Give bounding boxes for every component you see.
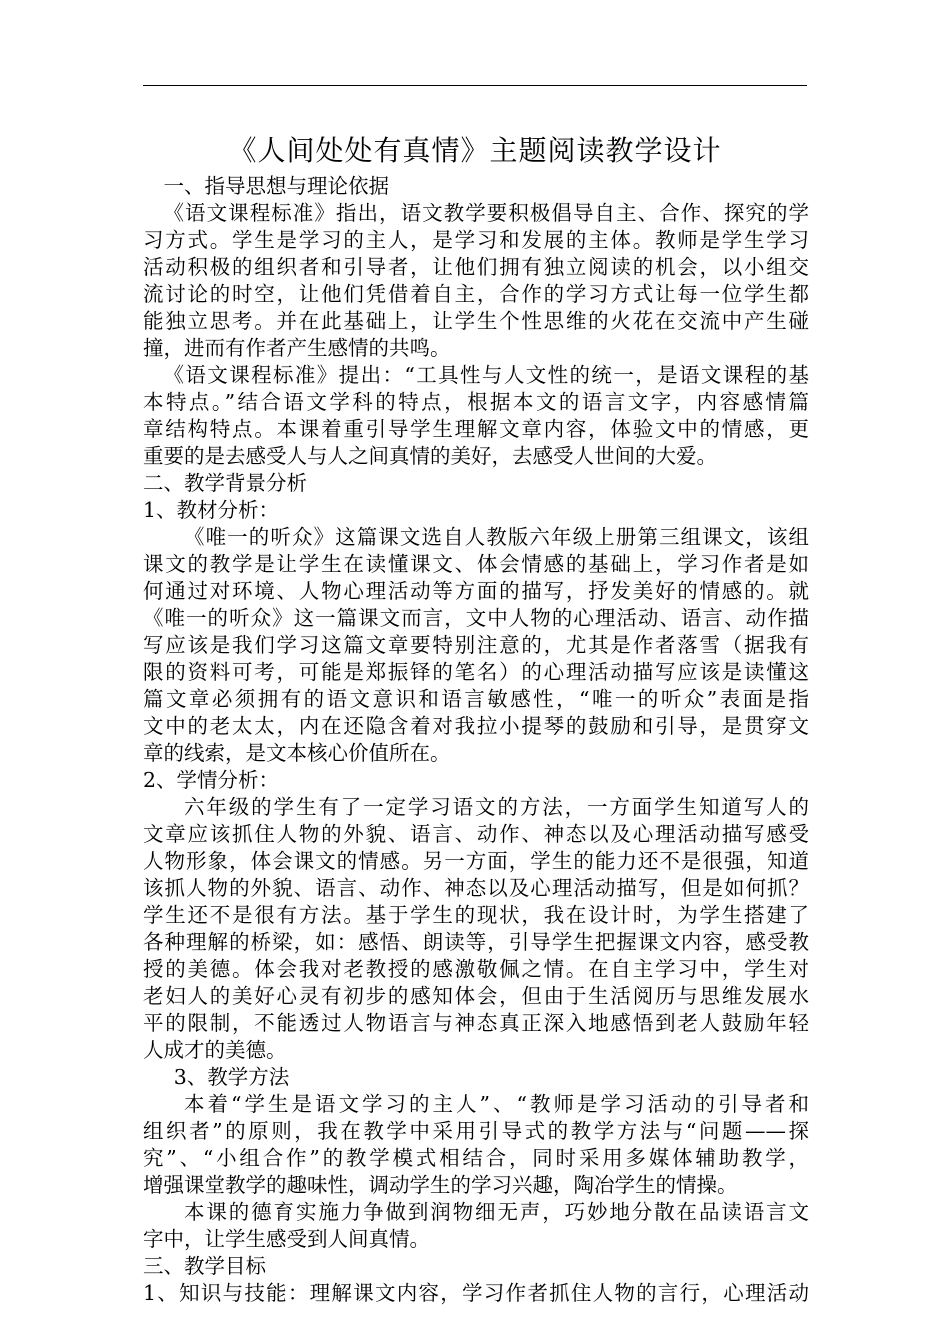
paragraph-line: 习方式。学生是学习的主人，是学习和发展的主体。教师是学生学习 [143,228,809,252]
header-rule [143,85,807,86]
paragraph-line: 该抓人物的外貌、语言、动作、神态以及心理活动描写，但是如何抓？ [143,876,809,900]
paragraph-line: 章的线索，是文本核心价值所在。 [143,741,451,765]
paragraph-line: 六年级的学生有了一定学习语文的方法，一方面学生知道写人的 [184,795,809,819]
paragraph-line: 增强课堂教学的趣味性，调动学生的学习兴趣，陶冶学生的情操。 [143,1173,738,1197]
paragraph-line: 限的资料可考，可能是郑振铎的笔名）的心理活动描写应该是读懂这 [143,660,809,684]
paragraph-line: 活动积极的组织者和引导者，让他们拥有独立阅读的机会，以小组交 [143,255,809,279]
paragraph-line: 本特点。”结合语文学科的特点，根据本文的语言文字，内容感情篇 [143,390,809,414]
paragraph-line: 能独立思考。并在此基础上，让学生个性思维的火花在交流中产生碰 [143,309,809,333]
paragraph-line: 《唯一的听众》这一篇课文而言，文中人物的心理活动、语言、动作描 [143,606,809,630]
paragraph-line: 文章应该抓住人物的外貌、语言、动作、神态以及心理活动描写感受 [143,822,809,846]
paragraph-line: 《唯一的听众》这篇课文选自人教版六年级上册第三组课文，该组 [184,525,809,549]
paragraph-line: 章结构特点。本课着重引导学生理解文章内容，体验文中的情感，更 [143,417,809,441]
paragraph-line: 各种理解的桥梁，如：感悟、朗读等，引导学生把握课文内容，感受教 [143,930,809,954]
paragraph-line: 《语文课程标准》指出，语文教学要积极倡导自主、合作、探究的学 [163,201,809,225]
paragraph-line: 究”、“小组合作”的教学模式相结合，同时采用多媒体辅助教学， [143,1146,809,1170]
section-heading: 一、指导思想与理论依据 [163,174,389,198]
paragraph-line: 学生还不是很有方法。基于学生的现状，我在设计时，为学生搭建了 [143,903,809,927]
paragraph-line: 篇文章必须拥有的语文意识和语言敏感性，“唯一的听众”表面是指 [143,687,809,711]
paragraph-line: 平的限制，不能透过人物语言与神态真正深入地感悟到老人鼓励年轻 [143,1011,809,1035]
paragraph-line: 重要的是去感受人与人之间真情的美好，去感受人世间的大爱。 [143,444,717,468]
paragraph-line: 何通过对环境、人物心理活动等方面的描写，抒发美好的情感的。就 [143,579,809,603]
paragraph-line: 人物形象，体会课文的情感。另一方面，学生的能力还不是很强，知道 [143,849,809,873]
paragraph-line: 授的美德。体会我对老教授的感激敬佩之情。在自主学习中，学生对 [143,957,809,981]
paragraph-line: 字中，让学生感受到人间真情。 [143,1227,430,1251]
paragraph-line: 本着“学生是语文学习的主人”、“教师是学习活动的引导者和 [184,1092,809,1116]
paragraph-line: 人成才的美德。 [143,1038,287,1062]
paragraph-line: 组织者”的原则，我在教学中采用引导式的教学方法与“问题——探 [143,1119,809,1143]
section-heading: 三、教学目标 [143,1254,266,1278]
paragraph-line: 写应该是我们学习这篇文章要特别注意的，尤其是作者落雪（据我有 [143,633,809,657]
paragraph-line: 老妇人的美好心灵有初步的感知体会，但由于生活阅历与思维发展水 [143,984,809,1008]
paragraph-line: 本课的德育实施力争做到润物细无声，巧妙地分散在品读语言文 [184,1200,809,1224]
paragraph-line: 《语文课程标准》提出：“工具性与人文性的统一，是语文课程的基 [163,363,809,387]
section-heading: 二、教学背景分析 [143,471,307,495]
section-heading: 1、教材分析： [143,498,280,522]
section-heading: 3、教学方法 [173,1065,290,1089]
paragraph-line: 流讨论的时空，让他们凭借着自主，合作的学习方式让每一位学生都 [143,282,809,306]
paragraph-line: 文中的老太太，内在还隐含着对我拉小提琴的鼓励和引导，是贯穿文 [143,714,809,738]
paragraph-line: 1、知识与技能：理解课文内容，学习作者抓住人物的言行，心理活动 [143,1281,809,1305]
document-body [143,173,809,1307]
paragraph-line: 撞，进而有作者产生感情的共鸣。 [143,336,451,360]
document-title: 《人间处处有真情》主题阅读教学设计 [228,134,722,167]
paragraph-line: 课文的教学是让学生在读懂课文、体会情感的基础上，学习作者是如 [143,552,809,576]
section-heading: 2、学情分析： [143,768,280,792]
